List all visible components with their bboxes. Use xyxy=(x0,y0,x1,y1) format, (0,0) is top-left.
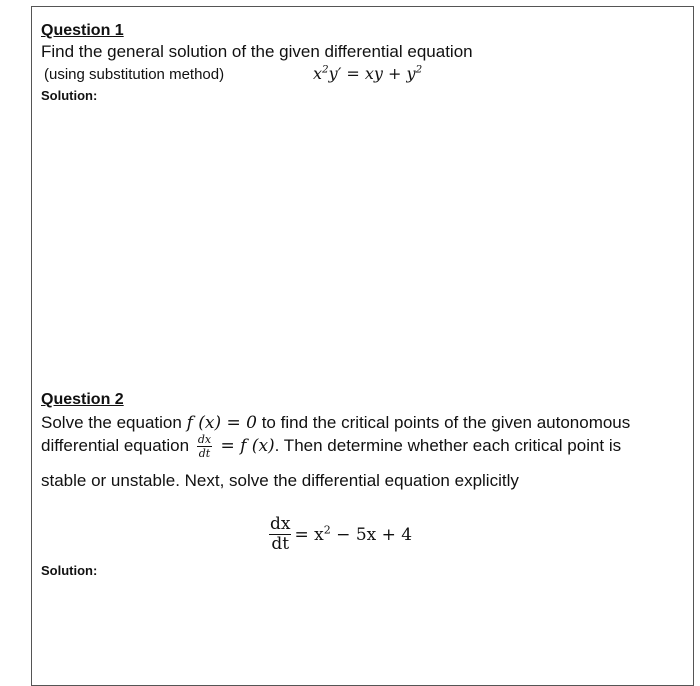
equation-fraction: $\frac{dx}{dt}$ xyxy=(270,514,291,554)
question-1-method: (using substitution method) xyxy=(44,66,225,83)
document-frame xyxy=(31,6,694,686)
question-1-title: Question 1 xyxy=(41,22,124,39)
question-1-solution-label: Solution: xyxy=(41,88,98,103)
dx-dt-fraction: $\frac{dx}{dt}$ xyxy=(197,433,212,460)
question-2-line-2: differential equation $\frac{dx}{dt}$ = f (x). Then determine whether each critical point is xyxy=(41,433,622,460)
question-1-equation: $x^2y'$ = xy + $y^2$ xyxy=(313,63,423,83)
question-2-equation: $\frac{dx}{dt}$ = $x^2 - 5x + 4$ xyxy=(270,514,413,554)
question-1-prompt: Find the general solution of the given differential equation xyxy=(41,42,473,61)
question-2-solution-label: Solution: xyxy=(41,563,98,578)
question-2-title: Question 2 xyxy=(41,391,124,408)
question-2-line-1: Solve the equation f (x) = 0 to find the critical points of the given autonomous xyxy=(41,413,631,433)
question-2-line-3: stable or unstable. Next, solve the differential equation explicitly xyxy=(41,471,519,490)
